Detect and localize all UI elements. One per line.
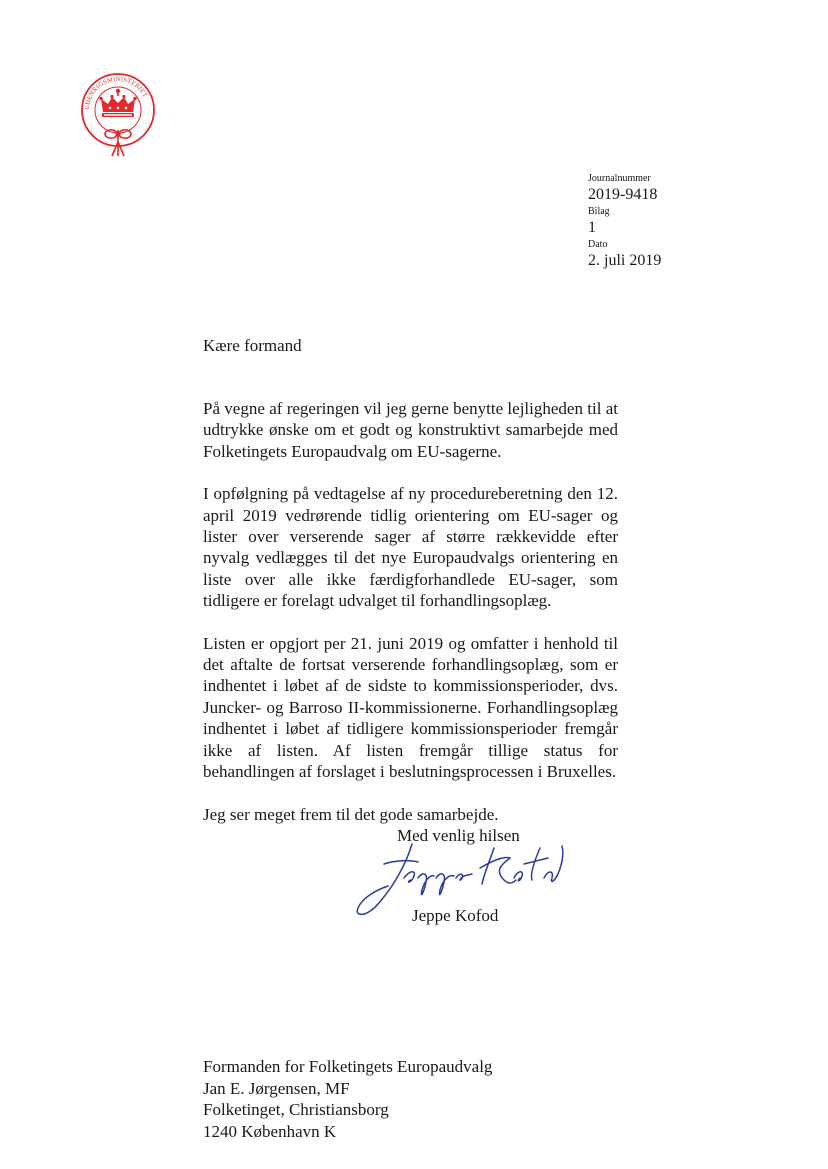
- recipient-line: Folketinget, Christiansborg: [203, 1100, 389, 1120]
- body-paragraph: I opfølgning på vedtagelse af ny procedureberetning den 12. april 2019 vedrørende tidlig orientering om EU-sager og lister over verserende sager af større rækkevidde efter nyvalg vedlægges til det nye Europaudvalgs orientering en liste over alle ikke færdigforhandlede EU-sager, som tidligere er forelagt udvalget til forhandlingsoplæg.: [203, 484, 618, 611]
- body-paragraph: Listen er opgjort per 21. juni 2019 og omfatter i henhold til det aftalte de fortsat verserende forhandlingsoplæg, som er indhentet i løbet af de sidste to kommissionsperioder, dvs. Juncker- og Barroso II-kommissionerne. Forhandlingsoplæg indhentet i løbet af tidligere kommissionsperioder fremgår ikke af listen. Af listen fremgår tillige status for behandlingen af forslaget i beslutningsprocessen i Bruxelles.: [203, 633, 618, 782]
- letter-closing: Med venlig hilsen: [397, 826, 520, 845]
- letter-greeting: Kære formand: [203, 336, 302, 355]
- recipient-address: [203, 1056, 492, 1143]
- seal-text: UDENRIGSMINISTERIET: [83, 75, 149, 111]
- bilag-label: Bilag: [588, 206, 610, 217]
- date-label: Dato: [588, 239, 608, 250]
- journal-label: Journalnummer: [588, 173, 651, 184]
- letter-metadata: [588, 172, 661, 271]
- ministry-seal-logo: [80, 70, 156, 162]
- bilag-value: 1: [588, 219, 596, 236]
- letter-body: [203, 398, 618, 846]
- body-paragraph: På vegne af regeringen vil jeg gerne benytte lejligheden til at udtrykke ønske om et godt og konstruktivt samarbejde med Folketingets Europaudvalg om EU-sagerne.: [203, 399, 618, 461]
- recipient-line: Formanden for Folketingets Europaudvalg: [203, 1057, 493, 1076]
- recipient-line: Jan E. Jørgensen, MF: [203, 1078, 350, 1098]
- recipient-line: 1240 København K: [203, 1122, 337, 1142]
- signer-name: Jeppe Kofod: [412, 906, 499, 925]
- journal-number: 2019-9418: [588, 186, 658, 203]
- date-value: 2. juli 2019: [588, 252, 662, 269]
- body-paragraph: Jeg ser meget frem til det gode samarbejde.: [203, 804, 499, 824]
